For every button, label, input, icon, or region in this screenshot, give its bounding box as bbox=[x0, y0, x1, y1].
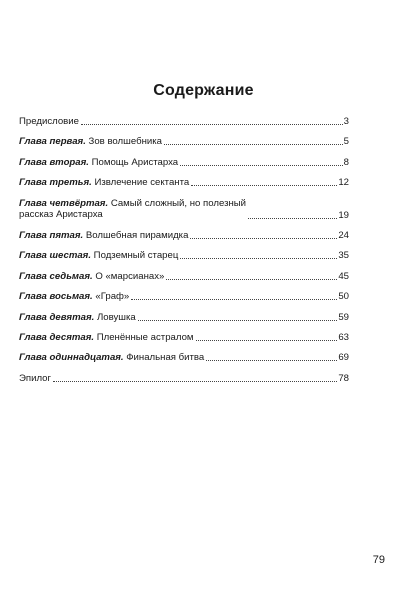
toc-title: Содержание bbox=[153, 82, 254, 99]
toc-entry-chapter-8 bbox=[19, 291, 349, 302]
toc-entry-chapter-1 bbox=[19, 136, 349, 147]
chapter-label: Глава седьмая. bbox=[19, 270, 93, 282]
entry-name: Предисловие bbox=[19, 116, 79, 127]
toc-entry-chapter-7 bbox=[19, 271, 349, 282]
chapter-label: Глава одиннадцатая. bbox=[19, 352, 124, 364]
chapter-label: Глава вторая. bbox=[19, 156, 89, 168]
entry-name: Пленённые астралом bbox=[96, 331, 194, 343]
chapter-label: Глава восьмая. bbox=[19, 291, 93, 303]
entry-name: Извлечение сектанта bbox=[94, 177, 190, 189]
chapter-label: Глава девятая. bbox=[19, 311, 95, 323]
entry-name: Помощь Аристарха bbox=[91, 156, 179, 168]
toc-entry-chapter-11 bbox=[19, 352, 349, 363]
dot-leader bbox=[248, 218, 337, 219]
chapter-label: Глава первая. bbox=[19, 136, 86, 148]
dot-leader bbox=[53, 381, 337, 382]
toc-entry-chapter-4 bbox=[19, 198, 349, 221]
entry-name: О «марсианах» bbox=[95, 270, 165, 282]
entry-page: 35 bbox=[338, 250, 349, 262]
entry-name: Подземный старец bbox=[93, 250, 179, 262]
entry-page: 8 bbox=[343, 156, 349, 168]
entry-name: Самый сложный, но полезный bbox=[110, 197, 247, 209]
toc-entry-chapter-5 bbox=[19, 230, 349, 241]
entry-page: 63 bbox=[338, 331, 349, 343]
chapter-label: Глава десятая. bbox=[19, 331, 95, 343]
table-of-contents bbox=[19, 116, 349, 393]
entry-page: 24 bbox=[338, 229, 349, 241]
entry-page: 50 bbox=[338, 291, 349, 303]
entry-name: Зов волшебника bbox=[88, 136, 162, 148]
toc-entry-chapter-9 bbox=[19, 312, 349, 323]
toc-entry-chapter-3 bbox=[19, 177, 349, 188]
entry-page: 5 bbox=[343, 136, 349, 148]
dot-leader bbox=[131, 299, 337, 300]
chapter-label: Глава шестая. bbox=[19, 250, 91, 262]
entry-page: 19 bbox=[338, 209, 349, 221]
toc-entry-preface bbox=[19, 116, 349, 127]
page-number: 79 bbox=[372, 554, 385, 566]
dot-leader bbox=[190, 238, 337, 239]
entry-name-continued: рассказ Аристарха bbox=[19, 209, 103, 221]
chapter-label: Глава пятая. bbox=[19, 229, 84, 241]
dot-leader bbox=[180, 165, 343, 166]
toc-entry-chapter-10 bbox=[19, 332, 349, 343]
toc-entry-chapter-2 bbox=[19, 157, 349, 168]
entry-page: 3 bbox=[343, 116, 349, 127]
dot-leader bbox=[164, 144, 343, 145]
dot-leader bbox=[166, 279, 337, 280]
entry-name: Эпилог bbox=[19, 372, 51, 384]
dot-leader bbox=[206, 360, 337, 361]
entry-name: Ловушка bbox=[96, 311, 136, 323]
entry-page: 45 bbox=[338, 270, 349, 282]
entry-name: «Граф» bbox=[95, 291, 130, 303]
dot-leader bbox=[191, 185, 337, 186]
dot-leader bbox=[138, 320, 338, 321]
toc-entry-chapter-6 bbox=[19, 250, 349, 261]
toc-entry-epilogue bbox=[19, 373, 349, 384]
dot-leader bbox=[81, 124, 343, 125]
entry-page: 69 bbox=[338, 352, 349, 364]
dot-leader bbox=[196, 340, 338, 341]
dot-leader bbox=[180, 258, 337, 259]
chapter-label: Глава третья. bbox=[19, 177, 92, 189]
entry-page: 78 bbox=[338, 372, 349, 384]
entry-page: 59 bbox=[338, 311, 349, 323]
chapter-label: Глава четвёртая. bbox=[19, 197, 109, 209]
entry-name: Волшебная пирамидка bbox=[85, 229, 189, 241]
entry-name: Финальная битва bbox=[126, 352, 205, 364]
entry-page: 12 bbox=[338, 177, 349, 189]
